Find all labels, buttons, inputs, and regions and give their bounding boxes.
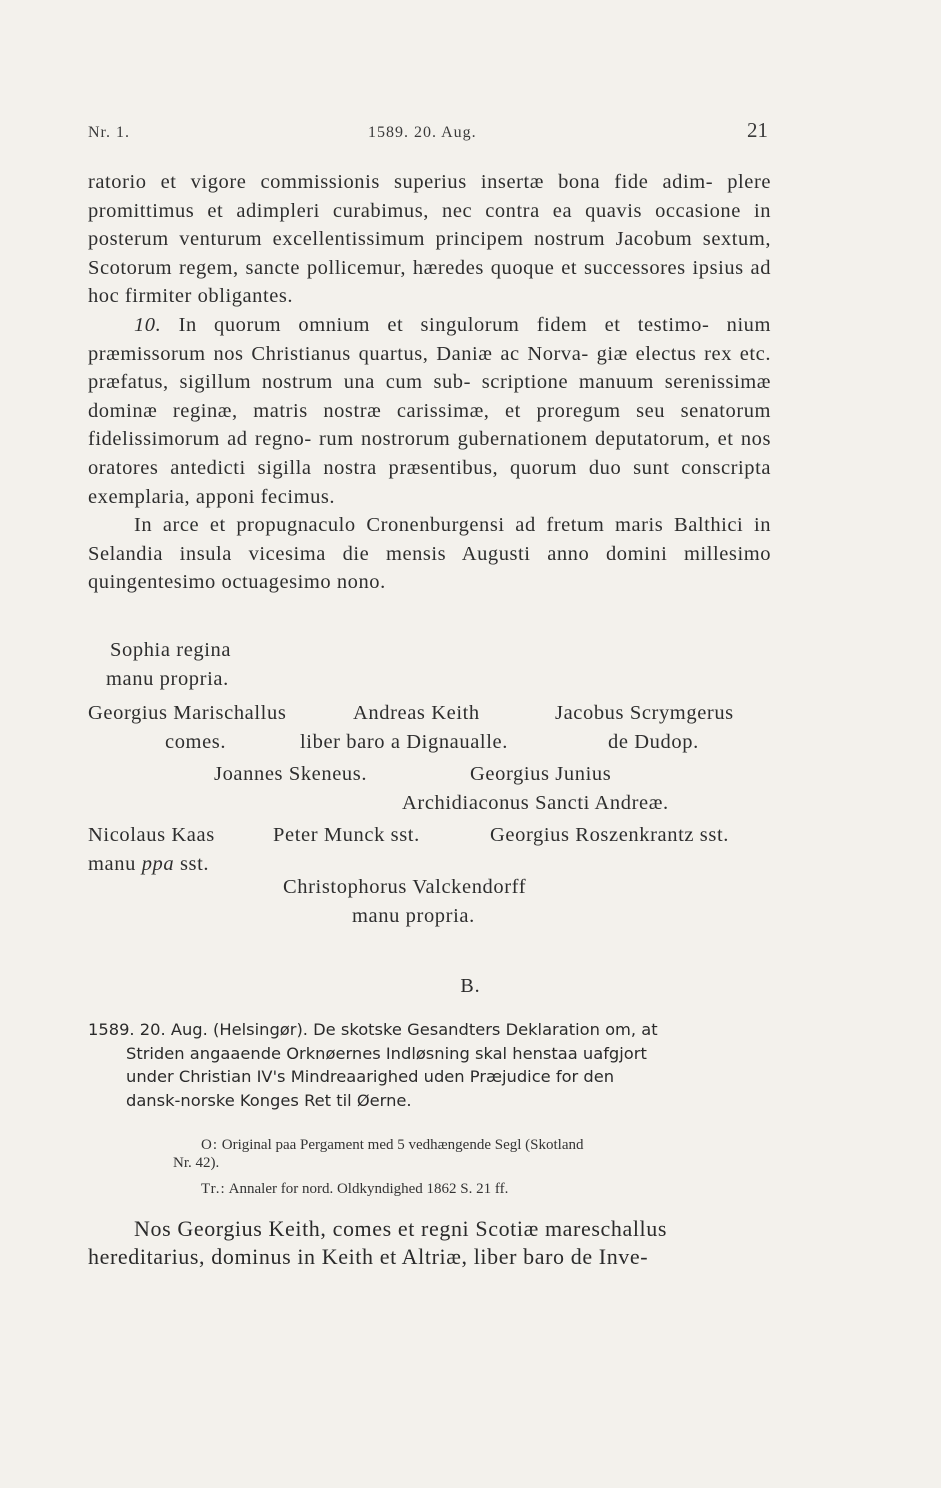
paragraph-1: ratorio et vigore commissionis superius insertæ bona fide adim- plere promittimus et adimpleri curabimus, nec contra ea quavis occasione in posterum venturum excellentissimum principem nostrum Jacobum sextum, Scotorum regem, sancte pollicemur, hæredes quoque et successores ipsius ad hoc firmiter obligantes. <box>88 171 771 308</box>
signature-valckendorff: Christophorus Valckendorff <box>283 876 527 898</box>
signature-junius-note: Archidiaconus Sancti Andreæ. <box>402 792 669 814</box>
signature-scrymgerus: Jacobus Scrymgerus <box>555 702 734 724</box>
signature-scrymgerus-note: de Dudop. <box>608 731 699 753</box>
paragraph-number: 10. <box>134 313 162 336</box>
signature-keith-note: liber baro a Dignaualle. <box>300 731 508 753</box>
source-transcript: Tr.: Annaler for nord. Oldkyndighed 1862 S. 21 ff. <box>201 1181 509 1197</box>
signature-marischallus-note: comes. <box>165 731 227 753</box>
source-label: O: <box>201 1137 218 1153</box>
header-document-number: Nr. 1. <box>88 124 130 141</box>
signature-skeneus: Joannes Skeneus. <box>214 763 368 785</box>
summary-line: under Christian IV's Mindreaarighed uden Præjudice for den <box>126 1067 615 1087</box>
main-body-text <box>88 168 771 597</box>
paragraph-2: 10. In quorum omnium et singulorum fidem et testimo- nium præmissorum nos Christianus quartus, Daniæ ac Norva- giæ electus rex etc. præfatus, sigillum nostrum una cum sub- scriptione manuum serenissimæ dominæ reginæ, matris nostræ carissimæ, et proregum seu senatorum fidelissimorum ad regno- rum nostrorum gubernationem deputatorum, et nos oratores antedicti sigilla nostra præsentibus, quorum duo sunt conscripta exemplaria, apponi fecimus. <box>88 313 771 508</box>
page-header <box>88 118 778 148</box>
signature-munck: Peter Munck sst. <box>273 824 420 846</box>
closing-line: hereditarius, dominus in Keith et Altriæ, liber baro de Inve- <box>88 1244 649 1269</box>
document-summary <box>88 1018 770 1112</box>
signature-sophia-note: manu propria. <box>106 668 229 690</box>
signature-kaas: Nicolaus Kaas <box>88 824 215 846</box>
paragraph-3: In arce et propugnaculo Cronenburgensi ad fretum maris Balthici in Selandia insula vicesima die mensis Augusti anno domini millesimo quingentesimo octuagesimo nono. <box>88 514 771 594</box>
signature-valckendorff-note: manu propria. <box>352 905 475 927</box>
summary-line: dansk-norske Konges Ret til Øerne. <box>126 1090 412 1110</box>
signature-marischallus: Georgius Marischallus <box>88 702 287 724</box>
header-date: 1589. 20. Aug. <box>368 124 477 141</box>
summary-line: 1589. 20. Aug. (Helsingør). De skotske Gesandters Deklaration om, at <box>88 1020 658 1039</box>
source-label: Tr.: <box>201 1181 226 1197</box>
signature-keith: Andreas Keith <box>353 702 480 724</box>
signature-junius: Georgius Junius <box>470 763 612 785</box>
closing-text <box>88 1215 771 1271</box>
signature-sophia: Sophia regina <box>110 639 232 661</box>
source-original: O: Original paa Pergament med 5 vedhængende Segl (Skotland Nr. 42). <box>173 1137 584 1171</box>
section-heading: B. <box>460 975 481 997</box>
closing-line: Nos Georgius Keith, comes et regni Scotiæ mareschallus <box>134 1216 668 1241</box>
page-number: 21 <box>747 118 768 142</box>
summary-line: Striden angaaende Orknøernes Indløsning skal henstaa uafgjort <box>126 1043 647 1063</box>
signature-kaas-note: manu ppa sst. <box>88 853 210 875</box>
signature-roszenkrantz: Georgius Roszenkrantz sst. <box>490 824 729 846</box>
